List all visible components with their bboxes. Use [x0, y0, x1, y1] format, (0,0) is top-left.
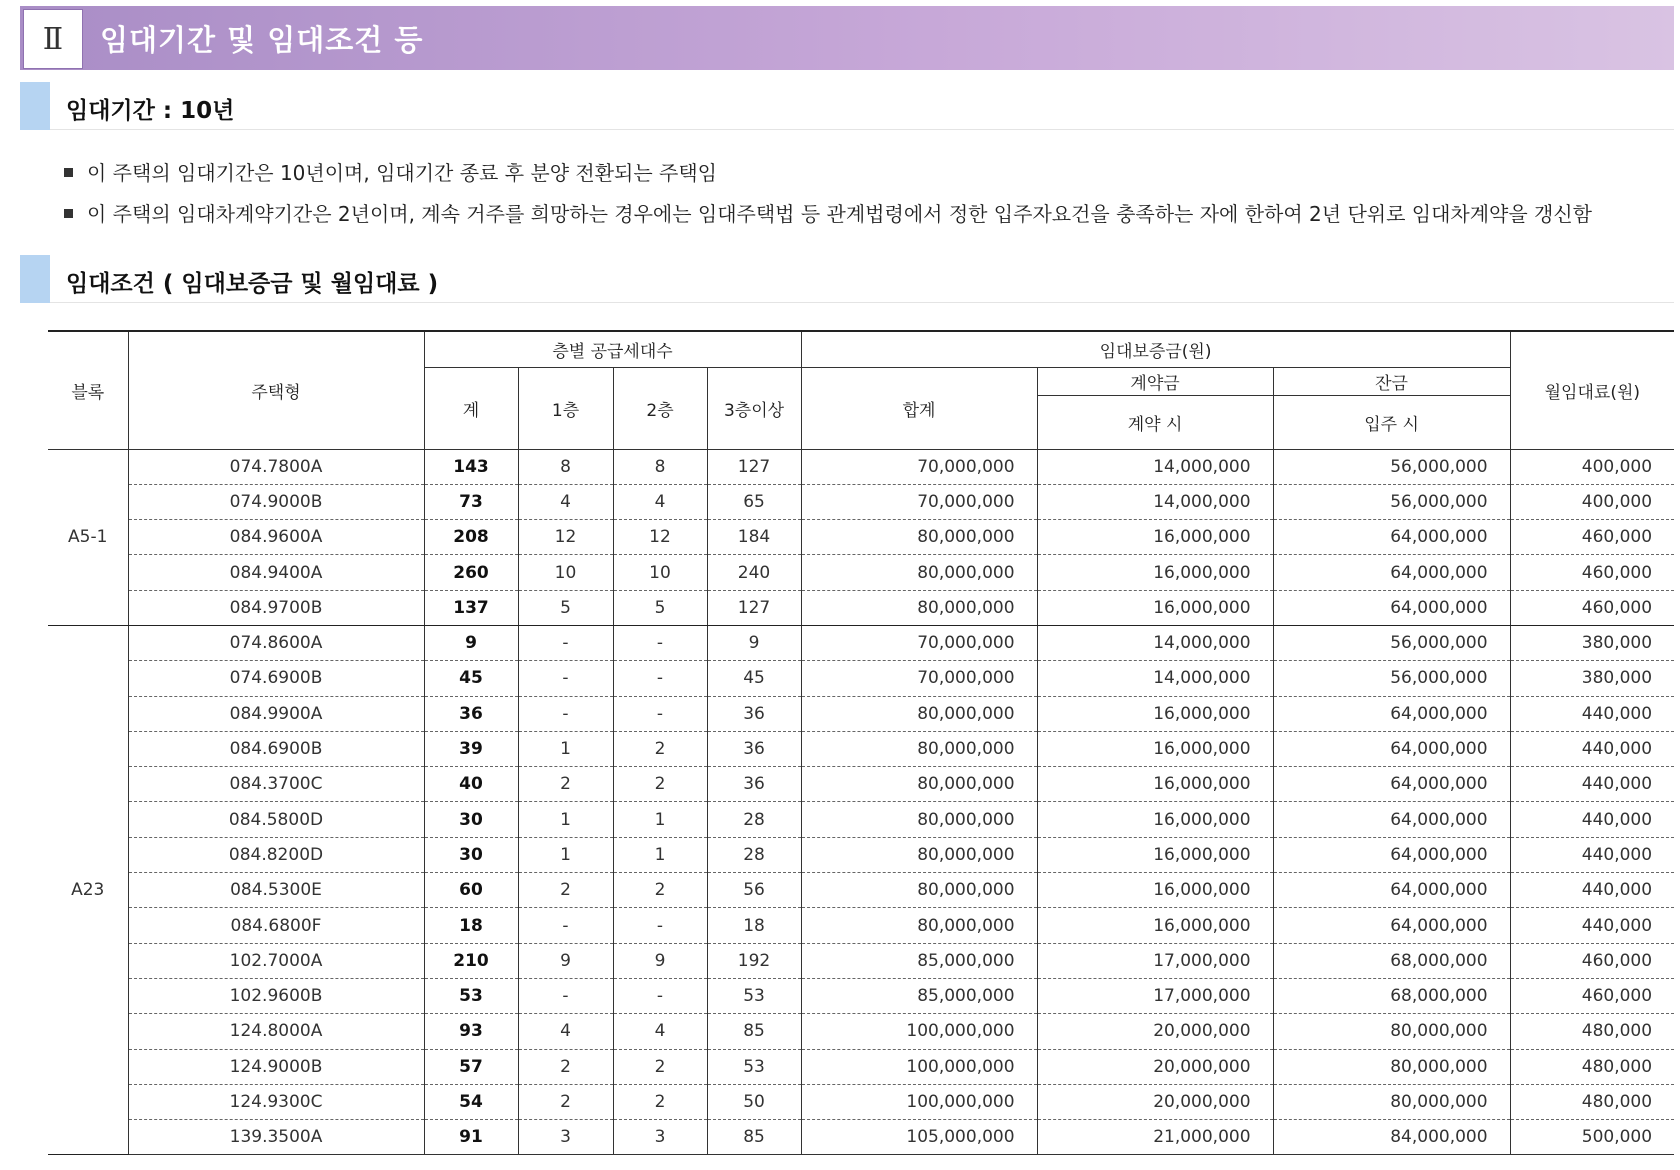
monthly-rent-cell: 440,000 — [1510, 908, 1674, 943]
floor1-cell: - — [518, 978, 613, 1013]
monthly-rent-cell: 440,000 — [1510, 837, 1674, 872]
monthly-rent-cell: 440,000 — [1510, 696, 1674, 731]
table-row — [48, 625, 1674, 660]
monthly-rent-cell: 460,000 — [1510, 943, 1674, 978]
table-row — [48, 873, 1674, 908]
section-divider — [50, 129, 1674, 130]
contract-money-cell: 14,000,000 — [1037, 484, 1273, 519]
floor1-cell: 1 — [518, 802, 613, 837]
floor3-cell: 9 — [707, 625, 801, 660]
total-cell: 45 — [424, 661, 518, 696]
total-cell: 93 — [424, 1014, 518, 1049]
type-cell: 084.6900B — [128, 731, 424, 766]
type-cell: 084.3700C — [128, 767, 424, 802]
balance-cell: 64,000,000 — [1273, 520, 1510, 555]
table-row — [48, 520, 1674, 555]
header-type: 주택형 — [128, 331, 424, 449]
contract-money-cell: 16,000,000 — [1037, 731, 1273, 766]
floor3-cell: 18 — [707, 908, 801, 943]
balance-cell: 64,000,000 — [1273, 590, 1510, 625]
type-cell: 074.7800A — [128, 449, 424, 484]
floor2-cell: - — [613, 661, 707, 696]
balance-cell: 64,000,000 — [1273, 696, 1510, 731]
floor1-cell: 10 — [518, 555, 613, 590]
table-row — [48, 802, 1674, 837]
type-cell: 124.9300C — [128, 1084, 424, 1119]
type-cell: 084.5800D — [128, 802, 424, 837]
floor3-cell: 127 — [707, 590, 801, 625]
table-row — [48, 978, 1674, 1013]
type-cell: 084.9600A — [128, 520, 424, 555]
contract-money-cell: 20,000,000 — [1037, 1049, 1273, 1084]
total-cell: 143 — [424, 449, 518, 484]
header-contract-money: 계약금 — [1037, 367, 1273, 395]
table-row — [48, 484, 1674, 519]
floor2-cell: - — [613, 908, 707, 943]
period-title: 임대기간 : 10년 — [66, 98, 235, 124]
floor1-cell: 1 — [518, 731, 613, 766]
type-cell: 084.9900A — [128, 696, 424, 731]
table-row — [48, 767, 1674, 802]
floor2-cell: 2 — [613, 1049, 707, 1084]
total-cell: 54 — [424, 1084, 518, 1119]
total-cell: 9 — [424, 625, 518, 660]
type-cell: 084.9700B — [128, 590, 424, 625]
total-cell: 91 — [424, 1120, 518, 1155]
period-section-header — [20, 82, 1674, 130]
type-cell: 074.9000B — [128, 484, 424, 519]
deposit-sum-cell: 70,000,000 — [801, 661, 1037, 696]
total-cell: 39 — [424, 731, 518, 766]
section-divider — [50, 302, 1674, 303]
type-cell: 084.9400A — [128, 555, 424, 590]
deposit-sum-cell: 105,000,000 — [801, 1120, 1037, 1155]
contract-money-cell: 16,000,000 — [1037, 802, 1273, 837]
header-supply-group: 층별 공급세대수 — [424, 331, 801, 367]
contract-money-cell: 16,000,000 — [1037, 873, 1273, 908]
floor1-cell: 2 — [518, 1049, 613, 1084]
contract-money-cell: 16,000,000 — [1037, 908, 1273, 943]
floor2-cell: 3 — [613, 1120, 707, 1155]
total-cell: 18 — [424, 908, 518, 943]
floor2-cell: 9 — [613, 943, 707, 978]
deposit-sum-cell: 80,000,000 — [801, 908, 1037, 943]
deposit-sum-cell: 85,000,000 — [801, 978, 1037, 1013]
monthly-rent-cell: 460,000 — [1510, 520, 1674, 555]
balance-cell: 64,000,000 — [1273, 837, 1510, 872]
floor3-cell: 36 — [707, 696, 801, 731]
floor3-cell: 85 — [707, 1120, 801, 1155]
conditions-section-header — [20, 255, 1674, 303]
total-cell: 30 — [424, 802, 518, 837]
floor2-cell: 4 — [613, 1014, 707, 1049]
total-cell: 53 — [424, 978, 518, 1013]
contract-money-cell: 16,000,000 — [1037, 590, 1273, 625]
balance-cell: 64,000,000 — [1273, 802, 1510, 837]
monthly-rent-cell: 440,000 — [1510, 731, 1674, 766]
contract-money-cell: 17,000,000 — [1037, 978, 1273, 1013]
section-accent-bar — [20, 255, 50, 303]
floor1-cell: 12 — [518, 520, 613, 555]
floor2-cell: - — [613, 625, 707, 660]
table-row — [48, 696, 1674, 731]
balance-cell: 84,000,000 — [1273, 1120, 1510, 1155]
floor2-cell: 12 — [613, 520, 707, 555]
type-cell: 084.8200D — [128, 837, 424, 872]
contract-money-cell: 20,000,000 — [1037, 1084, 1273, 1119]
floor2-cell: - — [613, 696, 707, 731]
floor2-cell: 1 — [613, 802, 707, 837]
deposit-sum-cell: 80,000,000 — [801, 837, 1037, 872]
floor2-cell: 2 — [613, 731, 707, 766]
floor1-cell: 4 — [518, 1014, 613, 1049]
header-deposit-sum: 합계 — [801, 367, 1037, 449]
contract-money-cell: 17,000,000 — [1037, 943, 1273, 978]
total-cell: 30 — [424, 837, 518, 872]
block-cell: A23 — [48, 625, 128, 1154]
table-row — [48, 908, 1674, 943]
balance-cell: 56,000,000 — [1273, 625, 1510, 660]
monthly-rent-cell: 400,000 — [1510, 484, 1674, 519]
monthly-rent-cell: 440,000 — [1510, 802, 1674, 837]
deposit-sum-cell: 80,000,000 — [801, 590, 1037, 625]
type-cell: 124.9000B — [128, 1049, 424, 1084]
table-row — [48, 837, 1674, 872]
contract-money-cell: 16,000,000 — [1037, 837, 1273, 872]
bullet-item — [64, 157, 717, 186]
monthly-rent-cell: 480,000 — [1510, 1049, 1674, 1084]
contract-money-cell: 16,000,000 — [1037, 696, 1273, 731]
total-cell: 137 — [424, 590, 518, 625]
table-row — [48, 731, 1674, 766]
floor3-cell: 184 — [707, 520, 801, 555]
floor2-cell: 4 — [613, 484, 707, 519]
deposit-sum-cell: 100,000,000 — [801, 1014, 1037, 1049]
table-row — [48, 1014, 1674, 1049]
header-floor3: 3층이상 — [707, 367, 801, 449]
floor3-cell: 85 — [707, 1014, 801, 1049]
balance-cell: 56,000,000 — [1273, 449, 1510, 484]
deposit-sum-cell: 80,000,000 — [801, 731, 1037, 766]
balance-cell: 64,000,000 — [1273, 555, 1510, 590]
balance-cell: 68,000,000 — [1273, 978, 1510, 1013]
floor2-cell: - — [613, 978, 707, 1013]
monthly-rent-cell: 480,000 — [1510, 1014, 1674, 1049]
type-cell: 139.3500A — [128, 1120, 424, 1155]
table-row — [48, 1049, 1674, 1084]
floor2-cell: 2 — [613, 767, 707, 802]
deposit-sum-cell: 80,000,000 — [801, 873, 1037, 908]
floor3-cell: 36 — [707, 731, 801, 766]
monthly-rent-cell: 500,000 — [1510, 1120, 1674, 1155]
balance-cell: 80,000,000 — [1273, 1049, 1510, 1084]
floor3-cell: 53 — [707, 978, 801, 1013]
deposit-sum-cell: 70,000,000 — [801, 449, 1037, 484]
floor3-cell: 240 — [707, 555, 801, 590]
floor3-cell: 65 — [707, 484, 801, 519]
floor3-cell: 28 — [707, 837, 801, 872]
deposit-sum-cell: 100,000,000 — [801, 1084, 1037, 1119]
floor1-cell: 5 — [518, 590, 613, 625]
monthly-rent-cell: 440,000 — [1510, 767, 1674, 802]
floor3-cell: 36 — [707, 767, 801, 802]
table-row — [48, 555, 1674, 590]
balance-cell: 64,000,000 — [1273, 731, 1510, 766]
balance-cell: 68,000,000 — [1273, 943, 1510, 978]
monthly-rent-cell: 380,000 — [1510, 661, 1674, 696]
type-cell: 124.8000A — [128, 1014, 424, 1049]
section-accent-bar — [20, 82, 50, 130]
balance-cell: 80,000,000 — [1273, 1014, 1510, 1049]
balance-cell: 64,000,000 — [1273, 873, 1510, 908]
contract-money-cell: 16,000,000 — [1037, 520, 1273, 555]
floor3-cell: 56 — [707, 873, 801, 908]
total-cell: 36 — [424, 696, 518, 731]
header-balance-time: 입주 시 — [1273, 395, 1510, 449]
deposit-sum-cell: 70,000,000 — [801, 625, 1037, 660]
floor1-cell: 2 — [518, 767, 613, 802]
monthly-rent-cell: 380,000 — [1510, 625, 1674, 660]
floor1-cell: 8 — [518, 449, 613, 484]
section-title: 임대기간 및 임대조건 등 — [100, 23, 424, 57]
floor3-cell: 127 — [707, 449, 801, 484]
total-cell: 60 — [424, 873, 518, 908]
total-cell: 57 — [424, 1049, 518, 1084]
floor2-cell: 1 — [613, 837, 707, 872]
monthly-rent-cell: 400,000 — [1510, 449, 1674, 484]
block-cell: A5-1 — [48, 449, 128, 625]
floor1-cell: 9 — [518, 943, 613, 978]
contract-money-cell: 14,000,000 — [1037, 449, 1273, 484]
table-row — [48, 943, 1674, 978]
floor2-cell: 2 — [613, 873, 707, 908]
bullet-text: 이 주택의 임대기간은 10년이며, 임대기간 종료 후 분양 전환되는 주택임 — [87, 161, 717, 185]
type-cell: 074.6900B — [128, 661, 424, 696]
contract-money-cell: 21,000,000 — [1037, 1120, 1273, 1155]
type-cell: 084.6800F — [128, 908, 424, 943]
header-balance: 잔금 — [1273, 367, 1510, 395]
contract-money-cell: 16,000,000 — [1037, 767, 1273, 802]
monthly-rent-cell: 480,000 — [1510, 1084, 1674, 1119]
contract-money-cell: 20,000,000 — [1037, 1014, 1273, 1049]
header-contract-time: 계약 시 — [1037, 395, 1273, 449]
floor1-cell: - — [518, 625, 613, 660]
deposit-sum-cell: 100,000,000 — [801, 1049, 1037, 1084]
conditions-title: 임대조건 ( 임대보증금 및 월임대료 ) — [66, 271, 439, 297]
section-number: Ⅱ — [23, 9, 83, 69]
header-total: 계 — [424, 367, 518, 449]
table-row — [48, 449, 1674, 484]
floor1-cell: 4 — [518, 484, 613, 519]
total-cell: 73 — [424, 484, 518, 519]
balance-cell: 56,000,000 — [1273, 661, 1510, 696]
header-floor2: 2층 — [613, 367, 707, 449]
table-row — [48, 1120, 1674, 1155]
table-row — [48, 1084, 1674, 1119]
deposit-sum-cell: 80,000,000 — [801, 767, 1037, 802]
header-monthly-rent: 월임대료(원) — [1510, 331, 1674, 449]
deposit-sum-cell: 80,000,000 — [801, 696, 1037, 731]
deposit-sum-cell: 80,000,000 — [801, 802, 1037, 837]
type-cell: 084.5300E — [128, 873, 424, 908]
table-row — [48, 590, 1674, 625]
floor1-cell: 3 — [518, 1120, 613, 1155]
floor2-cell: 2 — [613, 1084, 707, 1119]
floor3-cell: 28 — [707, 802, 801, 837]
balance-cell: 64,000,000 — [1273, 767, 1510, 802]
contract-money-cell: 14,000,000 — [1037, 625, 1273, 660]
floor1-cell: - — [518, 661, 613, 696]
floor3-cell: 192 — [707, 943, 801, 978]
table-row — [48, 661, 1674, 696]
total-cell: 210 — [424, 943, 518, 978]
section-banner — [20, 6, 1674, 70]
rent-conditions-table — [48, 330, 1674, 1155]
floor1-cell: 2 — [518, 1084, 613, 1119]
floor1-cell: 2 — [518, 873, 613, 908]
header-floor1: 1층 — [518, 367, 613, 449]
total-cell: 40 — [424, 767, 518, 802]
floor2-cell: 8 — [613, 449, 707, 484]
type-cell: 102.9600B — [128, 978, 424, 1013]
monthly-rent-cell: 460,000 — [1510, 555, 1674, 590]
balance-cell: 80,000,000 — [1273, 1084, 1510, 1119]
contract-money-cell: 16,000,000 — [1037, 555, 1273, 590]
monthly-rent-cell: 460,000 — [1510, 590, 1674, 625]
bullet-square-icon — [64, 168, 73, 177]
floor2-cell: 10 — [613, 555, 707, 590]
total-cell: 208 — [424, 520, 518, 555]
balance-cell: 56,000,000 — [1273, 484, 1510, 519]
monthly-rent-cell: 440,000 — [1510, 873, 1674, 908]
floor3-cell: 45 — [707, 661, 801, 696]
header-block: 블록 — [48, 331, 128, 449]
floor1-cell: - — [518, 696, 613, 731]
total-cell: 260 — [424, 555, 518, 590]
contract-money-cell: 14,000,000 — [1037, 661, 1273, 696]
bullet-text: 이 주택의 임대차계약기간은 2년이며, 계속 거주를 희망하는 경우에는 임대주택법 등 관계법령에서 정한 입주자요건을 충족하는 자에 한하여 2년 단위로 임대차계약을 갱신함 — [87, 202, 1592, 226]
bullet-square-icon — [64, 209, 73, 218]
floor3-cell: 50 — [707, 1084, 801, 1119]
floor3-cell: 53 — [707, 1049, 801, 1084]
header-deposit-group: 임대보증금(원) — [801, 331, 1510, 367]
deposit-sum-cell: 80,000,000 — [801, 555, 1037, 590]
floor2-cell: 5 — [613, 590, 707, 625]
type-cell: 074.8600A — [128, 625, 424, 660]
deposit-sum-cell: 85,000,000 — [801, 943, 1037, 978]
bullet-item — [64, 198, 1592, 227]
floor1-cell: - — [518, 908, 613, 943]
type-cell: 102.7000A — [128, 943, 424, 978]
balance-cell: 64,000,000 — [1273, 908, 1510, 943]
deposit-sum-cell: 70,000,000 — [801, 484, 1037, 519]
floor1-cell: 1 — [518, 837, 613, 872]
monthly-rent-cell: 460,000 — [1510, 978, 1674, 1013]
deposit-sum-cell: 80,000,000 — [801, 520, 1037, 555]
